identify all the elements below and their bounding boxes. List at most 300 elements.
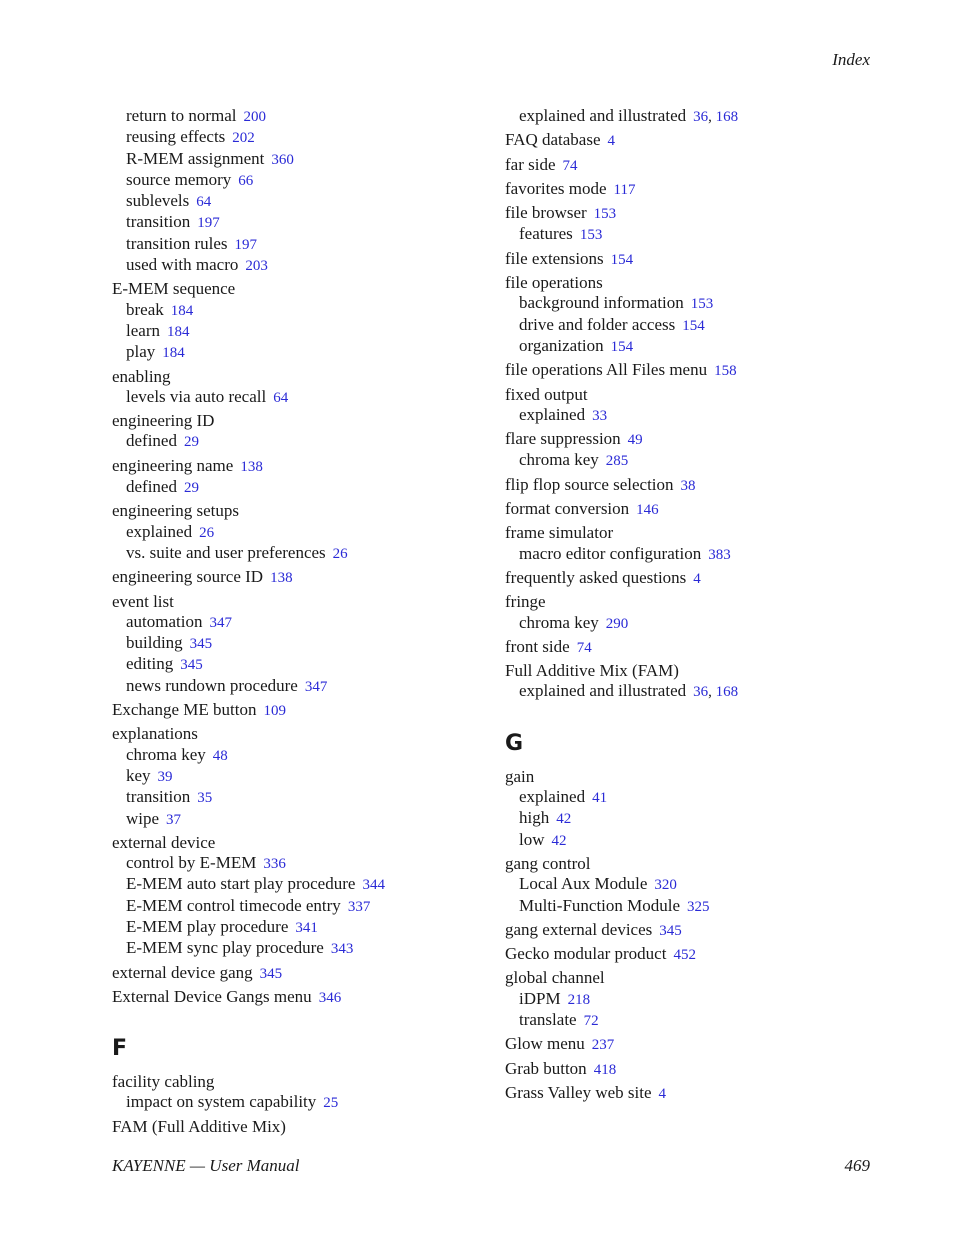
index-term: transition <box>126 212 191 232</box>
page-link[interactable]: 184 <box>162 345 185 362</box>
index-entry <box>505 203 885 224</box>
index-subentry <box>112 149 492 170</box>
page-references <box>238 173 253 189</box>
index-term: external device gang <box>112 962 253 982</box>
page-references <box>305 679 328 695</box>
page-link[interactable]: 109 <box>263 703 286 720</box>
page-references <box>594 1062 617 1078</box>
index-subentry <box>112 321 492 342</box>
page-link[interactable]: 153 <box>593 206 617 223</box>
index-subentry <box>505 874 885 895</box>
page-link[interactable]: 184 <box>166 323 190 340</box>
page-link[interactable]: 74 <box>562 157 578 174</box>
footer-page-number: 469 <box>844 1156 870 1175</box>
page-references <box>714 363 737 379</box>
index-subentry <box>112 787 492 808</box>
page-references <box>693 109 738 125</box>
page-link[interactable]: 345 <box>180 657 203 674</box>
index-term: global channel <box>505 968 605 988</box>
page-link[interactable]: 336 <box>263 856 286 873</box>
index-subentry <box>112 809 492 830</box>
page-references <box>323 1095 338 1111</box>
index-entry <box>505 429 885 450</box>
index-entry <box>505 944 885 965</box>
index-term: frame simulator <box>505 523 614 543</box>
page-link[interactable]: 33 <box>592 407 608 424</box>
page-link[interactable]: 320 <box>654 877 677 894</box>
page-link[interactable]: 72 <box>583 1012 599 1029</box>
index-subentry <box>505 830 885 851</box>
index-entry <box>505 385 885 405</box>
index-entry <box>505 360 885 381</box>
index-subentry <box>505 896 885 917</box>
page-references <box>580 227 603 243</box>
index-subentry <box>112 654 492 675</box>
page-link[interactable]: 168 <box>715 109 739 125</box>
index-term: chroma key <box>126 744 206 764</box>
page-link[interactable]: 64 <box>273 389 289 406</box>
index-term: gain <box>505 766 535 786</box>
page-link[interactable]: 64 <box>196 194 212 211</box>
index-term: wipe <box>126 808 160 828</box>
index-column-right <box>505 106 885 1104</box>
index-term: impact on system capability <box>126 1092 317 1112</box>
page-link[interactable]: 184 <box>170 302 194 319</box>
index-entry <box>505 475 885 496</box>
index-subentry <box>505 681 885 702</box>
page-references <box>199 525 214 541</box>
page-references <box>348 899 371 915</box>
page-link[interactable]: 200 <box>243 109 266 125</box>
page-footer <box>112 1156 870 1178</box>
page-references <box>213 748 228 764</box>
index-term: break <box>126 299 164 319</box>
page-link[interactable]: 48 <box>212 747 228 764</box>
index-term: translate <box>519 1009 577 1029</box>
page-references <box>243 109 266 125</box>
index-entry <box>112 963 492 984</box>
index-subentry <box>505 1010 885 1031</box>
page-references <box>584 1013 599 1029</box>
page-link[interactable]: 345 <box>259 965 283 982</box>
index-term: engineering ID <box>112 411 215 431</box>
page-link[interactable]: 343 <box>330 941 354 958</box>
index-entry <box>505 637 885 658</box>
page-references <box>162 345 185 361</box>
index-entry <box>505 179 885 200</box>
index-term: vs. suite and user preferences <box>126 542 326 562</box>
page-references <box>245 258 268 274</box>
index-subentry <box>112 766 492 787</box>
index-term: external device <box>112 832 216 852</box>
page-references <box>333 546 348 562</box>
index-subentry <box>112 676 492 697</box>
index-term: engineering source ID <box>112 567 264 587</box>
index-term: automation <box>126 611 203 631</box>
index-term: fringe <box>505 592 546 612</box>
index-entry <box>112 1117 492 1137</box>
index-entry <box>112 700 492 721</box>
page-link[interactable]: 290 <box>605 615 629 632</box>
page-references <box>273 390 288 406</box>
page-references <box>592 790 607 806</box>
page-link[interactable]: 325 <box>687 898 710 915</box>
index-term: flip flop source selection <box>505 474 674 494</box>
index-subentry <box>505 315 885 336</box>
index-entry <box>112 367 492 387</box>
index-subentry <box>505 544 885 565</box>
index-term: Multi-Function Module <box>519 895 681 915</box>
page-references <box>180 657 203 673</box>
index-term: explained <box>126 521 193 541</box>
index-entry <box>505 1059 885 1080</box>
index-subentry <box>112 212 492 233</box>
page-references <box>552 833 567 849</box>
index-subentry <box>112 234 492 255</box>
index-entry <box>112 456 492 477</box>
index-term: event list <box>112 591 174 611</box>
footer-title: KAYENNE — User Manual <box>112 1156 300 1175</box>
index-term: explained and illustrated <box>519 106 687 125</box>
page-link[interactable]: 153 <box>690 296 714 313</box>
page-references <box>209 615 232 631</box>
page-link[interactable]: 25 <box>323 1095 339 1112</box>
index-term: Local Aux Module <box>519 874 648 894</box>
page-references <box>319 990 342 1006</box>
page-references <box>563 158 578 174</box>
index-entry <box>112 279 492 299</box>
index-subentry <box>112 127 492 148</box>
index-subentry <box>505 405 885 426</box>
page-link[interactable]: 42 <box>556 811 572 828</box>
page-references <box>232 130 255 146</box>
index-entry <box>505 523 885 543</box>
index-subentry <box>505 293 885 314</box>
page-link[interactable]: 4 <box>607 133 616 150</box>
index-entry <box>505 273 885 293</box>
page-references <box>681 478 696 494</box>
index-entry <box>505 499 885 520</box>
index-term: chroma key <box>519 450 599 470</box>
page-references <box>636 502 659 518</box>
running-header-section: Index <box>832 50 870 69</box>
page-references <box>691 296 714 312</box>
index-entry <box>505 1083 885 1104</box>
index-entry <box>505 155 885 176</box>
index-term: key <box>126 765 151 785</box>
page-references <box>171 303 194 319</box>
index-subentry <box>505 450 885 471</box>
index-term: file browser <box>505 203 587 223</box>
index-term: Grab button <box>505 1058 587 1078</box>
index-term: frequently asked questions <box>505 567 687 587</box>
page-link[interactable]: 153 <box>579 227 603 244</box>
index-subentry <box>112 853 492 874</box>
index-entry <box>505 1034 885 1055</box>
page-link[interactable]: 203 <box>245 258 268 275</box>
index-subentry <box>112 745 492 766</box>
index-subentry <box>112 522 492 543</box>
index-term: explained <box>519 787 586 807</box>
index-subentry <box>112 917 492 938</box>
page-link[interactable]: 341 <box>295 919 318 936</box>
index-entry <box>112 567 492 588</box>
page-link[interactable]: 346 <box>318 989 342 1006</box>
page-link[interactable]: 154 <box>610 338 634 355</box>
index-term: enabling <box>112 366 171 386</box>
page-link[interactable]: 197 <box>197 215 220 232</box>
index-term: Grass Valley web site <box>505 1082 652 1102</box>
page-references <box>184 480 199 496</box>
page-link[interactable]: 38 <box>680 477 696 494</box>
page-link[interactable]: 74 <box>576 639 592 656</box>
index-subentry <box>505 106 885 127</box>
index-term: low <box>519 829 545 849</box>
page-references <box>197 790 212 806</box>
page-references <box>260 966 283 982</box>
index-entry <box>505 854 885 874</box>
index-term: gang external devices <box>505 919 653 939</box>
page-link[interactable]: 347 <box>209 614 232 631</box>
page-link[interactable]: 344 <box>362 877 385 894</box>
page-references <box>184 434 199 450</box>
page-references <box>606 453 629 469</box>
page-link[interactable]: 168 <box>715 684 739 701</box>
page-link[interactable]: 285 <box>605 453 629 470</box>
page-references <box>654 877 677 893</box>
page-references <box>687 899 710 915</box>
index-term: iDPM <box>519 988 561 1008</box>
index-term: news rundown procedure <box>126 675 298 695</box>
page-link[interactable]: 154 <box>682 317 705 334</box>
index-term: macro editor configuration <box>519 543 702 563</box>
page-references <box>611 252 634 268</box>
index-subentry <box>505 787 885 808</box>
index-entry <box>505 968 885 988</box>
page-references <box>166 812 181 828</box>
page-references <box>270 570 293 586</box>
page-link[interactable]: 41 <box>592 790 608 807</box>
page-link[interactable]: 4 <box>693 570 701 587</box>
page-link[interactable]: 39 <box>157 768 173 785</box>
index-subentry <box>112 387 492 408</box>
index-term: fixed output <box>505 384 588 404</box>
index-entry <box>112 724 492 744</box>
index-term: Glow menu <box>505 1034 585 1054</box>
page-references <box>592 1037 615 1053</box>
index-entry <box>505 249 885 270</box>
index-term: file operations <box>505 273 603 293</box>
index-subentry <box>112 191 492 212</box>
index-term: defined <box>126 477 177 497</box>
page-link[interactable]: 345 <box>659 922 682 939</box>
page-references <box>197 215 220 231</box>
page-references <box>568 992 591 1008</box>
page-references <box>614 182 636 198</box>
page-link[interactable]: 42 <box>551 832 567 849</box>
index-subentry <box>112 1092 492 1113</box>
index-entry <box>112 592 492 612</box>
index-subentry <box>505 989 885 1010</box>
page-link[interactable]: 383 <box>708 546 731 563</box>
page-link[interactable]: 347 <box>304 678 328 695</box>
index-entry <box>505 592 885 612</box>
index-term: editing <box>126 654 174 674</box>
page-references <box>577 640 592 656</box>
index-term: favorites mode <box>505 178 607 198</box>
index-subentry <box>112 342 492 363</box>
page-link[interactable]: 37 <box>166 811 182 828</box>
page-references <box>556 811 571 827</box>
index-subentry <box>112 938 492 959</box>
index-subentry <box>505 336 885 357</box>
page-references <box>158 769 173 785</box>
page-references <box>167 324 190 340</box>
index-subentry <box>112 612 492 633</box>
page-link[interactable]: 26 <box>199 524 215 541</box>
index-subentry <box>112 896 492 917</box>
index-term: background information <box>519 293 684 313</box>
page-link[interactable]: 154 <box>610 251 634 268</box>
page-link[interactable]: 35 <box>197 790 213 807</box>
page-link[interactable]: 29 <box>183 480 199 497</box>
page-link[interactable]: 218 <box>567 991 591 1008</box>
page-references <box>235 237 258 253</box>
index-term: E-MEM control timecode entry <box>126 895 341 915</box>
page-references <box>263 856 286 872</box>
index-term: building <box>126 633 183 653</box>
index-subentry <box>505 224 885 245</box>
index-letter-heading: G <box>505 730 524 756</box>
index-term: explanations <box>112 724 198 744</box>
index-entry <box>505 568 885 589</box>
page-link[interactable]: 345 <box>189 636 213 653</box>
index-term: flare suppression <box>505 429 621 449</box>
index-entry <box>505 661 885 681</box>
page-references <box>659 1086 667 1102</box>
index-term: engineering setups <box>112 501 239 521</box>
index-term: E-MEM sequence <box>112 279 236 299</box>
page-references <box>362 877 385 893</box>
index-term: format conversion <box>505 499 630 519</box>
page-references <box>628 432 643 448</box>
page-link[interactable]: 202 <box>232 130 255 147</box>
index-entry <box>505 767 885 787</box>
page-separator: , <box>708 109 716 125</box>
index-term: Full Additive Mix (FAM) <box>505 661 679 681</box>
index-term: explained <box>519 404 586 424</box>
page-references <box>606 616 629 632</box>
index-term: reusing effects <box>126 127 226 147</box>
page-references <box>611 339 634 355</box>
index-term: explained and illustrated <box>519 681 687 701</box>
index-term: defined <box>126 431 177 451</box>
index-term: drive and folder access <box>519 314 676 334</box>
index-subentry <box>112 477 492 498</box>
index-entry <box>112 833 492 853</box>
page-link[interactable]: 418 <box>593 1061 617 1078</box>
index-subentry <box>112 170 492 191</box>
index-term: gang control <box>505 853 591 873</box>
index-subentry <box>112 633 492 654</box>
page-link[interactable]: 49 <box>627 432 643 449</box>
page-link[interactable]: 138 <box>270 570 293 587</box>
page-link[interactable]: 197 <box>234 236 258 253</box>
page-link[interactable]: 158 <box>714 363 737 380</box>
index-term: high <box>519 808 550 828</box>
index-term: External Device Gangs menu <box>112 986 312 1006</box>
index-term: engineering name <box>112 455 234 475</box>
page-references <box>295 920 318 936</box>
index-entry <box>505 920 885 941</box>
page-link[interactable]: 36 <box>693 109 709 125</box>
index-term: return to normal <box>126 106 237 125</box>
page-references <box>693 571 701 587</box>
page-link[interactable]: 117 <box>613 181 636 198</box>
index-term: file extensions <box>505 248 604 268</box>
index-term: front side <box>505 636 570 656</box>
index-term: E-MEM sync play procedure <box>126 938 324 958</box>
index-entry <box>112 501 492 521</box>
index-term: file operations All Files menu <box>505 360 708 380</box>
index-entry <box>112 1072 492 1092</box>
page-references <box>608 133 616 149</box>
page-link[interactable]: 66 <box>238 172 254 189</box>
index-term: far side <box>505 154 556 174</box>
index-term: FAQ database <box>505 130 601 150</box>
index-subentry <box>112 874 492 895</box>
index-subentry <box>112 431 492 452</box>
index-term: control by E-MEM <box>126 853 257 873</box>
index-term: transition <box>126 787 191 807</box>
index-subentry <box>505 613 885 634</box>
page-link[interactable]: 26 <box>332 545 348 562</box>
index-letter-heading: F <box>112 1036 128 1062</box>
page-link[interactable]: 146 <box>636 502 659 519</box>
index-term: play <box>126 342 156 362</box>
page-link[interactable]: 36 <box>693 684 709 701</box>
index-term: FAM (Full Additive Mix) <box>112 1116 286 1136</box>
page-references <box>263 703 286 719</box>
page-references <box>331 941 354 957</box>
page-references <box>196 194 211 210</box>
index-column-left <box>112 106 492 1137</box>
index-term: chroma key <box>519 612 599 632</box>
page-link[interactable]: 29 <box>183 434 199 451</box>
index-entry <box>112 987 492 1008</box>
page-link[interactable]: 337 <box>347 898 371 915</box>
index-subentry <box>112 255 492 276</box>
index-term: Exchange ME button <box>112 700 257 720</box>
index-term: E-MEM auto start play procedure <box>126 874 356 894</box>
page-link[interactable]: 4 <box>658 1085 667 1102</box>
index-term: transition rules <box>126 233 228 253</box>
index-term: used with macro <box>126 255 239 275</box>
index-term: features <box>519 224 573 244</box>
page-references <box>682 318 705 334</box>
page-link[interactable]: 360 <box>271 151 294 168</box>
index-term: organization <box>519 335 604 355</box>
index-term: levels via auto recall <box>126 386 267 406</box>
index-term: source memory <box>126 169 232 189</box>
index-entry <box>505 130 885 151</box>
index-subentry <box>505 808 885 829</box>
index-term: facility cabling <box>112 1072 215 1092</box>
page-link[interactable]: 138 <box>240 458 263 475</box>
page-link[interactable]: 452 <box>673 947 696 964</box>
page-link[interactable]: 237 <box>591 1037 615 1054</box>
page-references <box>693 684 738 700</box>
